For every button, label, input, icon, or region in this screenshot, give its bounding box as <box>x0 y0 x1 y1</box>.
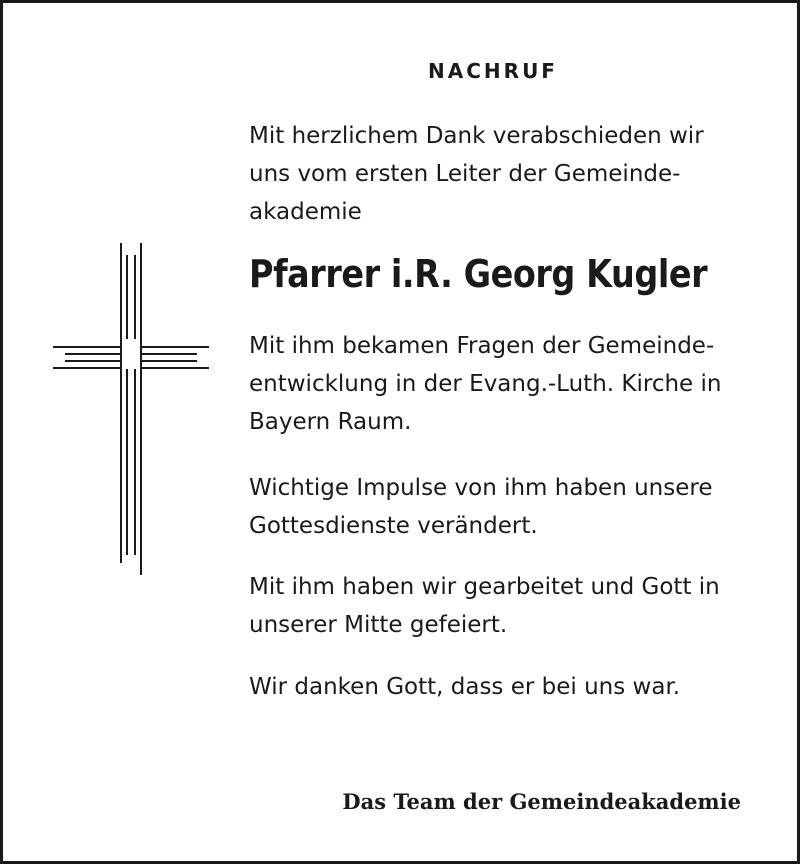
obituary-heading: NACHRUF <box>428 59 558 83</box>
paragraph-development: Mit ihm bekamen Fragen der Gemeinde-entwicklung in der Evang.-Luth. Kirche in Bayern Raum. <box>249 333 722 435</box>
paragraph-impulses: Wichtige Impulse von ihm haben unsere Gottesdienste verändert. <box>249 475 713 539</box>
paragraph-thanks: Wir danken Gott, dass er bei uns war. <box>249 674 681 700</box>
paragraph-worship: Mit ihm haben wir gearbeitet und Gott in unserer Mitte gefeiert. <box>249 574 720 638</box>
cross-icon <box>53 243 209 575</box>
deceased-name: Pfarrer i.R. Georg Kugler <box>249 252 708 296</box>
intro-text: Mit herzlichem Dank verabschieden wir uns vom ersten Leiter der Gemeinde-akademie <box>249 123 704 225</box>
signature: Das Team der Gemeindeakademie <box>342 789 741 814</box>
